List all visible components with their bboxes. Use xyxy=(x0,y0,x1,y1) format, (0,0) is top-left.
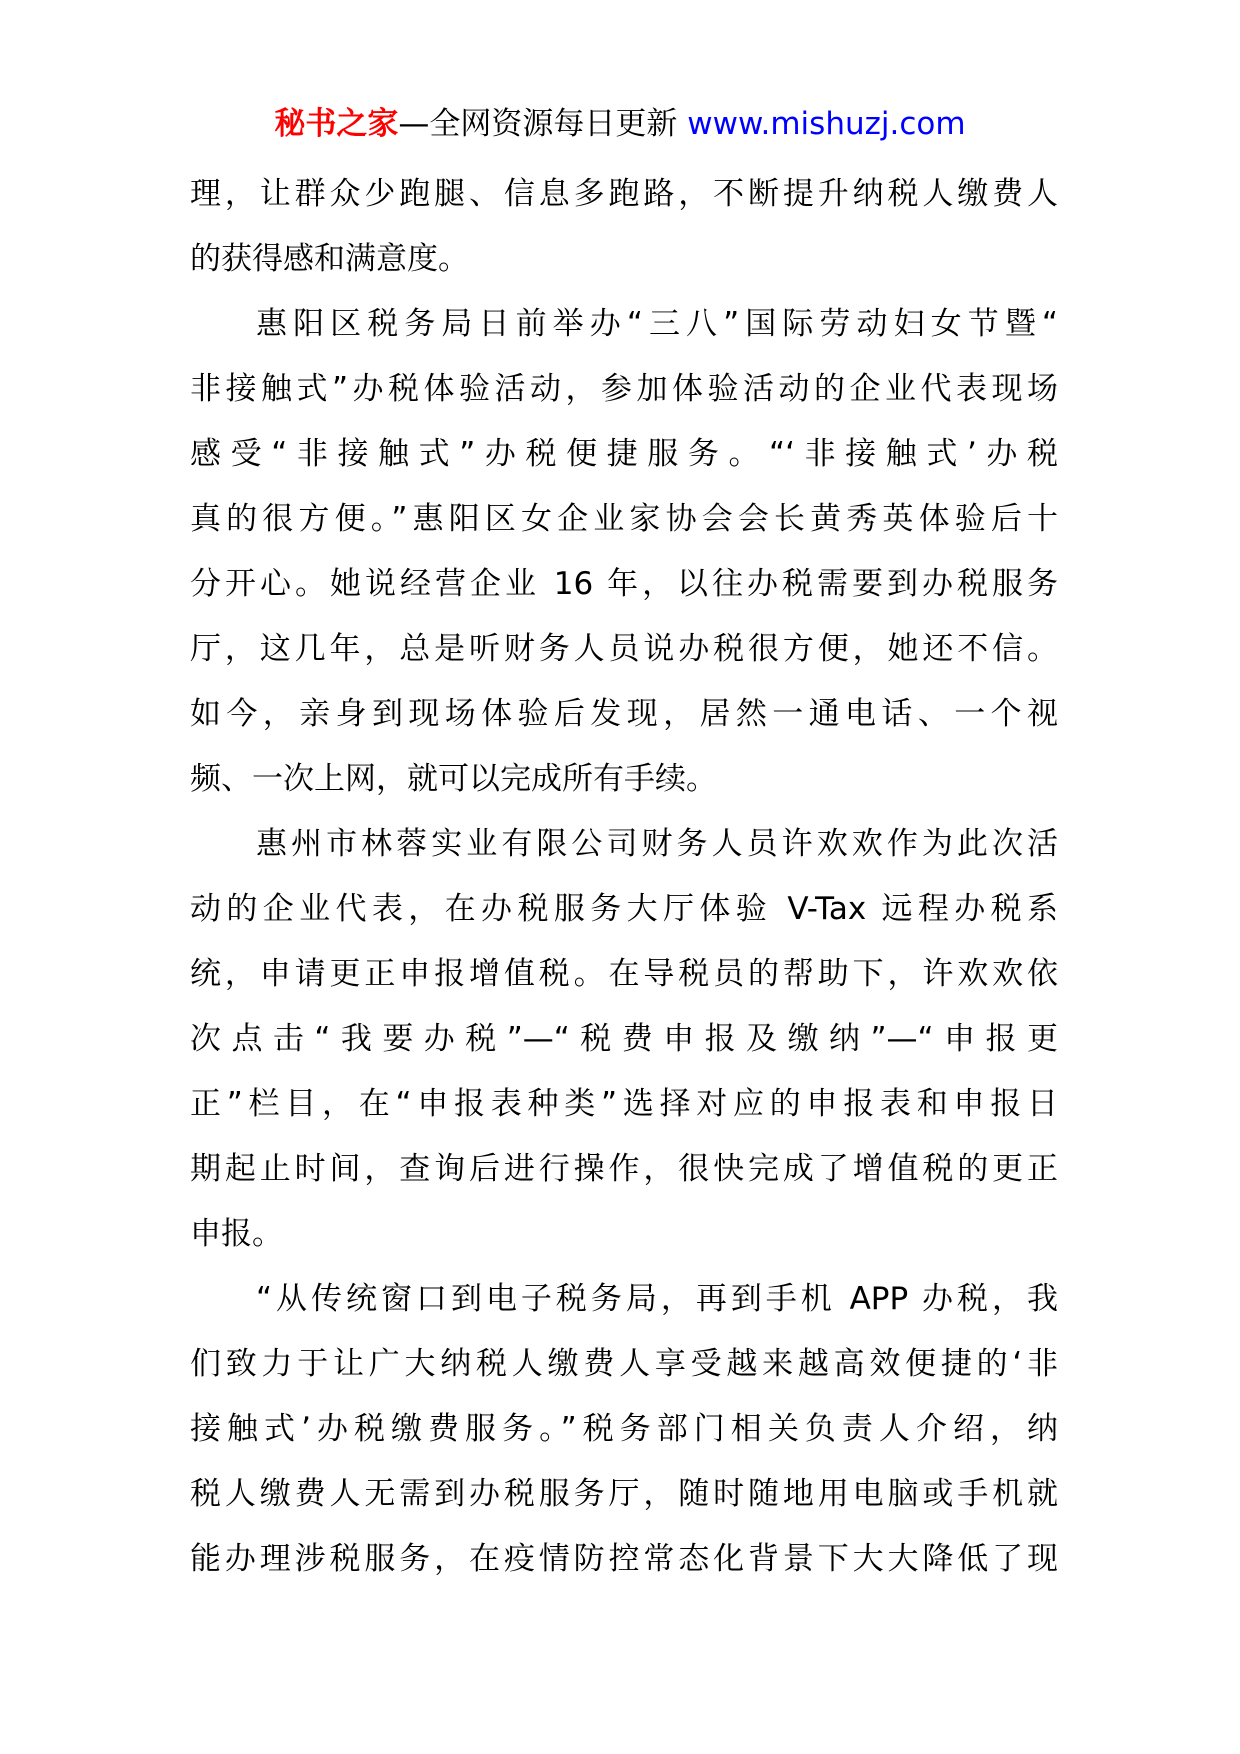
page-header xyxy=(0,102,1240,146)
site-brand: 秘书之家 xyxy=(274,106,399,142)
text-line: 真的很方便。”惠阳区女企业家协会会长黄秀英体验后十 xyxy=(190,501,1058,537)
paragraph-first-line: 惠州市林蓉实业有限公司财务人员许欢欢作为此次活 xyxy=(256,826,1058,862)
site-slogan: —全网资源每日更新 xyxy=(398,106,678,142)
text-line: 理，让群众少跑腿、信息多跑路，不断提升纳税人缴费人 xyxy=(190,176,1058,212)
text-line: 厅，这几年，总是听财务人员说办税很方便，她还不信。 xyxy=(190,631,1058,667)
site-url-link[interactable]: www.mishuzj.com xyxy=(687,106,966,142)
text-line: 次点击“我要办税”—“税费申报及缴纳”—“申报更 xyxy=(190,1021,1058,1057)
text-line: 接触式’办税缴费服务。”税务部门相关负责人介绍，纳 xyxy=(190,1411,1058,1447)
text-line: 分开心。她说经营企业 16 年，以往办税需要到办税服务 xyxy=(190,566,1058,602)
text-line: 税人缴费人无需到办税服务厅，随时随地用电脑或手机就 xyxy=(190,1476,1058,1512)
text-line: 正”栏目，在“申报表种类”选择对应的申报表和申报日 xyxy=(190,1086,1058,1122)
paragraph-first-line: 惠阳区税务局日前举办“三八”国际劳动妇女节暨“ xyxy=(256,306,1058,342)
text-line: 频、一次上网，就可以完成所有手续。 xyxy=(190,761,717,797)
text-line: 的获得感和满意度。 xyxy=(190,241,469,277)
text-line: 非接触式”办税体验活动，参加体验活动的企业代表现场 xyxy=(190,371,1058,407)
text-line: 申报。 xyxy=(190,1216,283,1252)
text-line: 统，申请更正申报增值税。在导税员的帮助下，许欢欢依 xyxy=(190,956,1058,992)
text-line: 们致力于让广大纳税人缴费人享受越来越高效便捷的‘非 xyxy=(190,1346,1058,1382)
text-line: 如今，亲身到现场体验后发现，居然一通电话、一个视 xyxy=(190,696,1058,732)
text-line: 动的企业代表，在办税服务大厅体验 V-Tax 远程办税系 xyxy=(190,891,1058,927)
text-line: 感受“非接触式”办税便捷服务。“‘非接触式’办税 xyxy=(190,436,1058,472)
text-line: 能办理涉税服务，在疫情防控常态化背景下大大降低了现 xyxy=(190,1541,1058,1577)
paragraph-first-line: “从传统窗口到电子税务局，再到手机 APP 办税，我 xyxy=(256,1281,1058,1317)
text-line: 期起止时间，查询后进行操作，很快完成了增值税的更正 xyxy=(190,1151,1058,1187)
article-body xyxy=(190,162,1058,1592)
